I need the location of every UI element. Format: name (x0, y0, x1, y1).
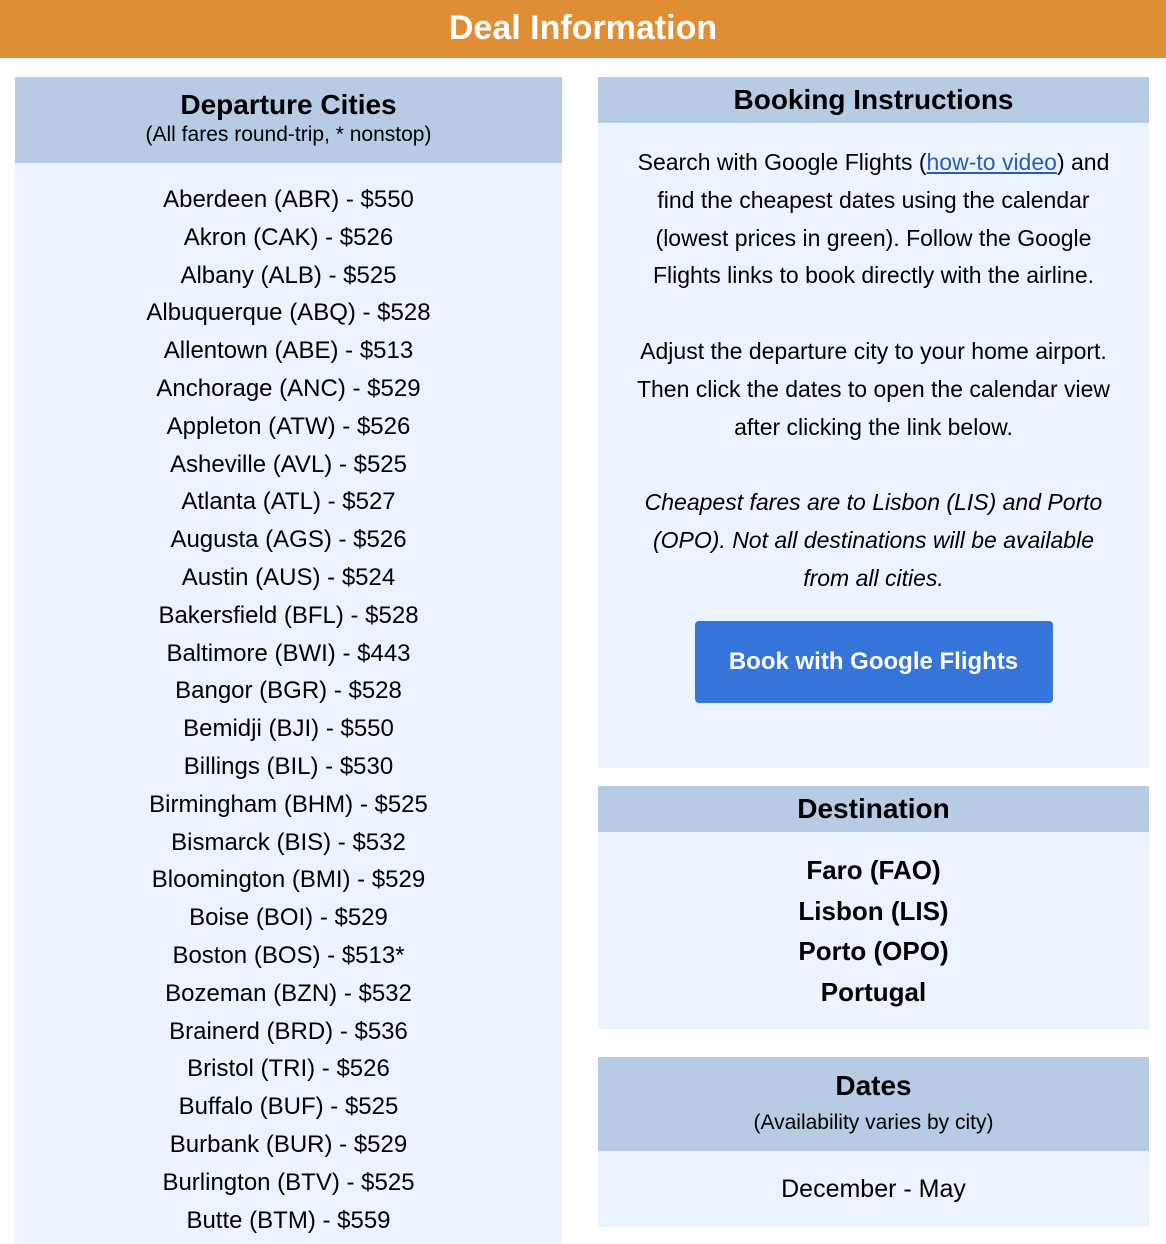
book-with-google-flights-button[interactable]: Book with Google Flights (695, 621, 1053, 703)
destination-list (598, 832, 1149, 1012)
departure-city-item: Bloomington (BMI) - $529 (151, 866, 426, 894)
departure-cities-header (15, 77, 562, 163)
departure-city-item: Albany (ALB) - $525 (180, 261, 397, 289)
destination-item: Portugal (820, 976, 927, 1007)
destination-title: Destination (797, 793, 950, 824)
booking-text: ) and find the cheapest dates using the calendar (lowest prices in green). Follow the Google Flights links to book directly with the airline. (652, 149, 1110, 289)
departure-city-item: Burbank (BUR) - $529 (169, 1130, 408, 1158)
departure-city-item: Bemidji (BJI) - $550 (183, 715, 394, 743)
destination-panel (598, 786, 1149, 1029)
departure-city-item: Bristol (TRI) - $526 (187, 1055, 390, 1083)
departure-city-item: Bakersfield (BFL) - $528 (158, 601, 419, 629)
dates-title: Dates (835, 1070, 912, 1101)
departure-city-item: Billings (BIL) - $530 (183, 752, 394, 780)
destination-header (598, 786, 1149, 832)
booking-instructions-title: Booking Instructions (733, 84, 1014, 115)
departure-city-item: Burlington (BTV) - $525 (162, 1168, 415, 1196)
departure-cities-title: Departure Cities (180, 89, 397, 120)
departure-city-item: Bangor (BGR) - $528 (175, 677, 402, 705)
departure-city-item: Austin (AUS) - $524 (181, 563, 396, 591)
departure-city-item: Birmingham (BHM) - $525 (149, 790, 428, 818)
departure-city-item: Aberdeen (ABR) - $550 (163, 186, 414, 213)
dates-range: December - May (781, 1175, 966, 1203)
departure-city-item: Akron (CAK) - $526 (183, 223, 394, 251)
departure-city-item: Albuquerque (ABQ) - $528 (146, 299, 431, 327)
departure-city-item: Asheville (AVL) - $525 (170, 450, 407, 478)
booking-instructions-header (598, 77, 1149, 123)
departure-city-item: Bozeman (BZN) - $532 (165, 979, 412, 1007)
destination-item: Faro (FAO) (806, 855, 941, 885)
departure-city-item: Augusta (AGS) - $526 (170, 526, 407, 554)
departure-cities-subtitle: (All fares round-trip, * nonstop) (145, 123, 432, 146)
departure-city-item: Boston (BOS) - $513* (172, 941, 405, 969)
departure-city-list (15, 163, 562, 1239)
dates-subtitle: (Availability varies by city) (753, 1111, 994, 1134)
departure-city-item: Boise (BOI) - $529 (189, 904, 388, 932)
booking-instructions-panel (598, 77, 1149, 768)
booking-paragraph-adjust: Adjust the departure city to your home airport. Then click the dates to open the calendar view after clicking the link below. (636, 337, 1111, 440)
departure-city-item: Buffalo (BUF) - $525 (178, 1093, 399, 1121)
departure-city-item: Baltimore (BWI) - $443 (166, 639, 411, 667)
how-to-video-link[interactable]: how-to video (926, 149, 1057, 175)
booking-paragraph-cheapest-note: Cheapest fares are to Lisbon (LIS) and Porto (OPO). Not all destinations will be available from all cities. (644, 489, 1103, 591)
dates-header (598, 1057, 1149, 1151)
booking-paragraph-search (634, 144, 1113, 295)
departure-city-item: Appleton (ATW) - $526 (166, 412, 411, 440)
departure-city-item: Allentown (ABE) - $513 (163, 337, 414, 365)
departure-city-item: Anchorage (ANC) - $529 (156, 374, 421, 402)
destination-item: Lisbon (LIS) (798, 895, 949, 926)
departure-cities-panel (15, 77, 562, 1244)
dates-panel (598, 1057, 1149, 1227)
departure-city-item: Butte (BTM) - $559 (186, 1206, 391, 1234)
departure-city-item: Bismarck (BIS) - $532 (171, 828, 406, 856)
departure-city-item: Brainerd (BRD) - $536 (169, 1017, 408, 1045)
departure-city-item: Atlanta (ATL) - $527 (181, 488, 396, 516)
booking-instructions-body (598, 123, 1149, 703)
destination-item: Porto (OPO) (798, 936, 949, 966)
deal-information-banner: Deal Information (0, 0, 1166, 58)
booking-text: Search with Google Flights ( (637, 149, 927, 175)
